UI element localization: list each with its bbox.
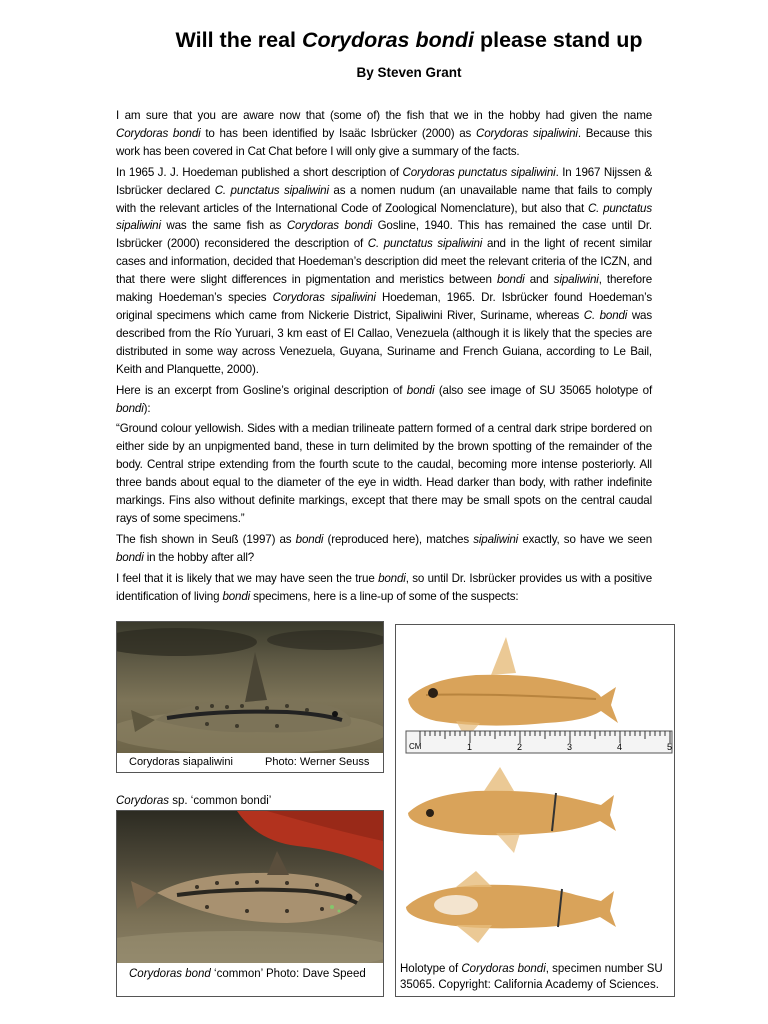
common-bondi-caption-credit: ‘common’ Photo: Dave Speed: [210, 968, 366, 980]
text-run: was described from the Río Yuruari, 3 km east of El Callao, Venezuela (although it is likely that the species are distributed in some way across Venezuela, Guyana, Suriname and French Guiana, according to Le Bail, Keith and Planquette, 2000).: [116, 308, 652, 376]
text-run: . In 1967 Nijssen & Isbrücker declared: [116, 165, 653, 197]
holotype-dorsal-view: [408, 767, 616, 853]
italic-run: sipaliwini: [473, 532, 519, 546]
holotype-lateral-view: [408, 637, 618, 739]
italic-run: C. punctatus sipaliwini: [367, 237, 483, 251]
italic-run: bondi: [116, 550, 144, 564]
text-run: (reproduced here), matches: [323, 532, 474, 546]
paragraph: [116, 420, 652, 527]
text-run: . Because this work has been covered in Cat Chat before I will only give a summary of the facts.: [116, 126, 652, 158]
text-run: and in the light of recent similar cases and information, decided that Hoedeman’s description did meet the relevant criteria of the ICZN, and that there were slight differences in pigmentation and meristics between: [116, 237, 652, 287]
italic-run: bondi: [116, 401, 144, 415]
ruler-tick-label: 2: [517, 742, 523, 752]
text-run: Here is an excerpt from Gosline’s original description of: [116, 383, 407, 397]
text-run: Gosline, 1940. This has remained the case until Dr. Isbrücker (2000) reconsidered the description of: [116, 219, 652, 251]
text-run: and: [524, 273, 554, 287]
text-run: “Ground colour yellowish. Sides with a median trilineate pattern formed of a central dark stripe bordered on either side by an unpigmented band, these in turn delimited by the brown spotting of the remainder of the body. Central stripe extending from the fourth scute to the caudal, becoming more intense posteriorly. All three bands about equal to the diameter of the eye in width. Head darker than body, with rather indefinite markings. Fins also without definite markings, except that there may be small spots on the central caudal rays of some specimens.”: [116, 422, 652, 525]
holotype-caption-line-1: [400, 963, 663, 975]
article-body: [116, 107, 652, 608]
text-run: as a nomen nudum (an unavailable name that fails to comply with the relevant articles of the International Code of Zoological Nomenclature), but also that: [116, 183, 652, 215]
text-run: was the same fish as: [160, 219, 287, 233]
title-post: please stand up: [474, 28, 643, 52]
ruler-tick-label: 3: [567, 742, 573, 752]
text-run: , so until Dr. Isbrücker provides us with a positive identification of living: [116, 571, 653, 603]
ruler-tick-label: 1: [467, 742, 473, 752]
article-title: [0, 28, 768, 53]
common-bondi-fish-image: [117, 811, 383, 963]
title-pre: Will the real: [175, 28, 302, 52]
holotype-caption-species: Corydoras bondi: [461, 963, 546, 975]
ruler-unit-label: CM: [409, 742, 422, 751]
common-bondi-label: [116, 795, 271, 807]
paragraph: [116, 164, 652, 379]
holotype-caption-part-1: Holotype of: [400, 963, 462, 975]
holotype-caption-line-2: 35065. Copyright: California Academy of Sciences.: [400, 979, 659, 991]
text-run: The fish shown in Seuß (1997) as: [116, 532, 296, 546]
text-run: exactly, so have we seen: [518, 532, 652, 546]
paragraph: [116, 570, 652, 606]
holotype-ventral-view: [406, 871, 616, 943]
italic-run: bondi: [295, 532, 324, 546]
common-bondi-caption: [129, 968, 366, 980]
title-species: Corydoras bondi: [301, 28, 474, 52]
text-run: I am sure that you are aware now that (some of) the fish that we in the hobby had given the name: [116, 109, 652, 122]
text-run: , therefore making Hoedeman’s species: [116, 273, 652, 305]
italic-run: Corydoras punctatus sipaliwini: [402, 165, 556, 179]
photo-common-bondi-frame: [116, 810, 384, 997]
italic-run: Corydoras bondi: [116, 126, 201, 140]
italic-run: bondi: [222, 589, 251, 603]
italic-run: Corydoras sipaliwini: [272, 291, 376, 305]
holotype-specimens-image: [396, 625, 674, 960]
sipaliwini-caption-credit: Photo: Werner Seuss: [265, 756, 370, 768]
holotype-caption-part-2: , specimen number SU: [545, 963, 663, 975]
ruler-tick-label: 5: [667, 742, 673, 752]
text-run: I feel that it is likely that we may have seen the true: [116, 571, 379, 585]
italic-run: C. punctatus sipaliwini: [116, 201, 652, 233]
photo-sipaliwini: [117, 622, 383, 753]
italic-run: bondi: [496, 273, 525, 287]
text-run: (also see image of SU 35065 holotype of: [434, 383, 653, 397]
paragraph: [116, 382, 652, 418]
text-run: specimens, here is a line-up of some of the suspects:: [250, 589, 519, 603]
paragraph: [116, 531, 652, 567]
photo-common-bondi: [117, 811, 383, 963]
measurement-ruler: [406, 731, 672, 753]
common-bondi-label-genus: Corydoras: [116, 795, 170, 807]
text-run: In 1965 J. J. Hoedeman published a short description of: [116, 165, 403, 179]
paragraph: [116, 107, 652, 161]
text-run: Hoedeman, 1965. Dr. Isbrücker found Hoedeman’s original specimens which came from Nickerie District, Sipaliwini River, Suriname, whereas: [116, 291, 652, 322]
sipaliwini-fish-image: [117, 622, 383, 753]
common-bondi-caption-species: Corydoras bond: [129, 968, 211, 980]
italic-run: Corydoras bondi: [286, 219, 373, 233]
italic-run: Corydoras sipaliwini: [476, 126, 578, 140]
holotype-figure: [395, 624, 675, 997]
text-run: to has been identified by Isaäc Isbrücker (2000) as: [200, 126, 476, 140]
photo-sipaliwini-frame: [116, 621, 384, 773]
sipaliwini-caption-species: Corydoras siapaliwini: [129, 756, 233, 768]
italic-run: sipaliwini: [553, 273, 599, 287]
ruler-tick-label: 4: [617, 742, 623, 752]
byline: By Steven Grant: [356, 65, 462, 80]
common-bondi-label-rest: sp. ‘common bondi’: [169, 795, 272, 807]
text-run: ):: [143, 401, 151, 415]
text-run: in the hobby after all?: [143, 550, 255, 564]
italic-run: bondi: [378, 571, 406, 585]
italic-run: C. punctatus sipaliwini: [214, 183, 329, 197]
italic-run: C. bondi: [583, 308, 628, 322]
italic-run: bondi: [406, 383, 435, 397]
